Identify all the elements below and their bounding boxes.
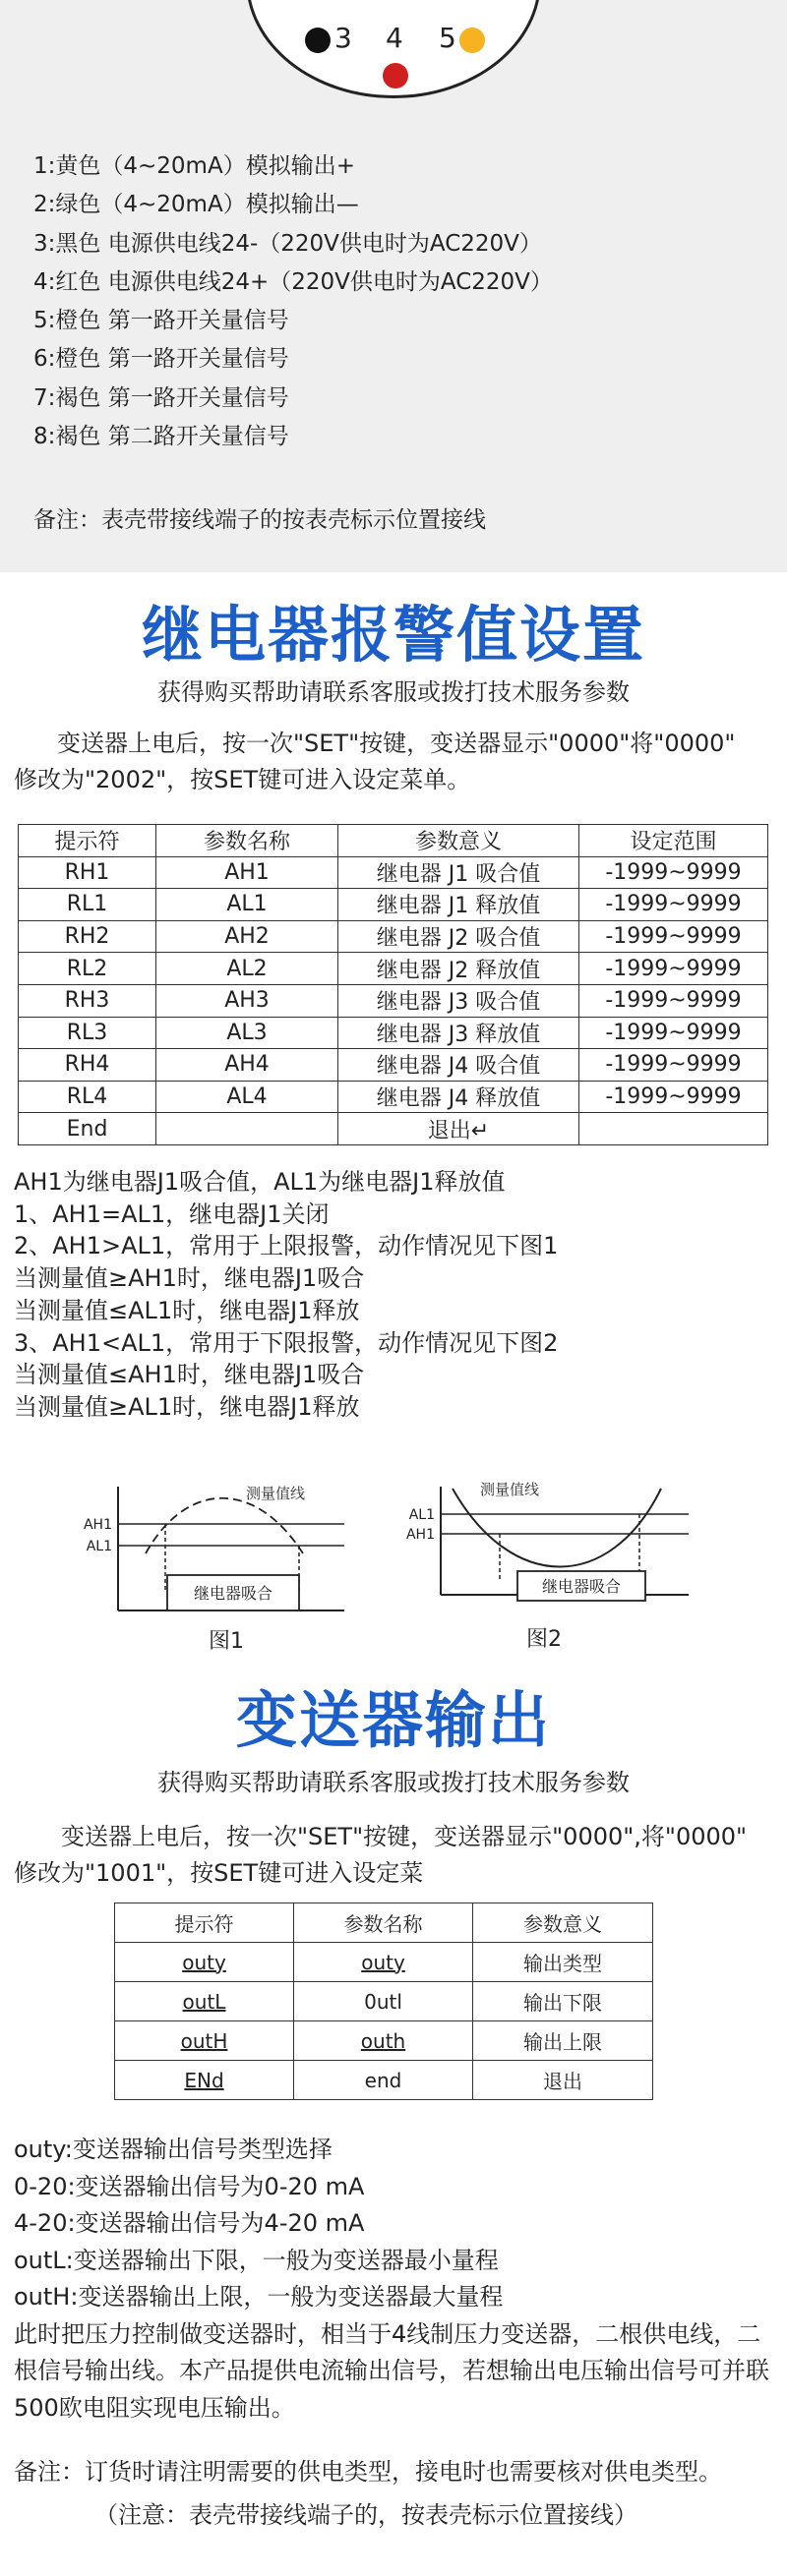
cell-meaning: 输出下限 <box>473 1982 653 2021</box>
cell-code: RL1 <box>19 889 156 921</box>
relay-intro <box>14 726 781 798</box>
output-note: outy:变送器输出信号类型选择 <box>14 2136 333 2163</box>
col-header-meaning: 参数意义 <box>338 825 579 857</box>
terminal-note: （注意：表壳带接线端子的，按表壳标示位置接线） <box>94 2501 637 2529</box>
output-note: outH:变送器输出上限，一般为变送器最大量程 <box>14 2283 504 2311</box>
fig2-relay-box-label: 继电器吸合 <box>541 1577 622 1596</box>
table-row <box>115 2061 653 2100</box>
cell-param: 0utl <box>294 1982 473 2021</box>
cell-meaning: 继电器 J4 释放值 <box>338 1081 579 1113</box>
figure-2-caption: 图2 <box>526 1627 562 1652</box>
wire-item: 3:黑色 电源供电线24-（220V供电时为AC220V） <box>33 230 542 257</box>
relay-note: 1、AH1=AL1，继电器J1关闭 <box>14 1200 330 1228</box>
relay-note: 当测量值≤AH1时，继电器J1吸合 <box>14 1361 365 1389</box>
cell-code: RL3 <box>19 1017 156 1049</box>
wire-color-list <box>33 147 553 456</box>
cell-param: AL1 <box>156 889 338 921</box>
cell-range: -1999~9999 <box>579 953 768 985</box>
table-row <box>19 1017 768 1049</box>
pin-4-red-dot <box>383 63 408 88</box>
table-header-row <box>19 825 768 857</box>
col-header-code: 提示符 <box>115 1903 294 1943</box>
relay-param-table <box>18 824 768 1145</box>
cell-meaning: 输出上限 <box>473 2021 653 2061</box>
wire-item: 5:橙色 第一路开关量信号 <box>33 308 289 334</box>
col-header-meaning: 参数意义 <box>473 1903 653 1943</box>
cell-range: -1999~9999 <box>579 920 768 953</box>
table-row <box>115 1943 653 1982</box>
cell-code: ENd <box>115 2061 294 2100</box>
cell-range: -1999~9999 <box>579 1081 768 1113</box>
figure-2-lower-limit-diagram <box>394 1475 708 1622</box>
cell-code: outy <box>115 1943 294 1982</box>
table-row <box>115 2021 653 2061</box>
table-row <box>115 1982 653 2021</box>
figure-1-upper-limit-diagram <box>59 1475 354 1622</box>
output-notes <box>14 2132 781 2427</box>
cell-code: outL <box>115 1982 294 2021</box>
cell-param: AH2 <box>156 920 338 953</box>
relay-note: 当测量值≤AL1时，继电器J1释放 <box>14 1296 360 1324</box>
relay-notes <box>14 1166 558 1424</box>
output-note: outL:变送器输出下限，一般为变送器最小量程 <box>14 2246 499 2274</box>
wiring-section <box>0 0 787 572</box>
cell-range: -1999~9999 <box>579 984 768 1017</box>
output-section-subtitle: 获得购买帮助请联系客服或拨打技术服务参数 <box>157 1769 630 1796</box>
cell-meaning: 继电器 J2 释放值 <box>338 953 579 985</box>
table-row <box>19 1081 768 1113</box>
fig2-curve-label: 测量值线 <box>480 1481 540 1498</box>
cell-param: end <box>294 2061 473 2100</box>
table-row <box>19 953 768 985</box>
cell-code: outH <box>115 2021 294 2061</box>
output-section-title: 变送器输出 <box>235 1684 551 1756</box>
col-header-param: 参数名称 <box>156 825 338 857</box>
cell-code: RL2 <box>19 953 156 985</box>
cell-param-empty <box>156 1113 338 1145</box>
output-intro-line1: 变送器上电后，按一次"SET"按键，变送器显示"0000",将"0000" <box>61 1823 748 1850</box>
table-row-end <box>19 1113 768 1145</box>
cell-code: RH1 <box>19 856 156 889</box>
output-note: 此时把压力控制做变送器时，相当于4线制压力变送器，二根供电线，二根信号输出线。本产品提供电流输出信号，若想输出电压输出信号可并联500欧电阻实现电压输出。 <box>14 2319 769 2422</box>
cell-param: AL2 <box>156 953 338 985</box>
relay-intro-line1: 变送器上电后，按一次"SET"按键，变送器显示"0000"将"0000" <box>57 730 736 757</box>
wire-item: 7:褐色 第一路开关量信号 <box>33 384 289 411</box>
cell-meaning: 退出↵ <box>338 1113 579 1145</box>
output-param-table <box>114 1903 653 2100</box>
wire-item: 8:褐色 第二路开关量信号 <box>33 424 289 450</box>
col-header-range: 设定范围 <box>579 825 768 857</box>
cell-meaning: 继电器 J1 释放值 <box>338 889 579 921</box>
relay-note: 当测量值≥AH1时，继电器J1吸合 <box>14 1264 365 1293</box>
fig1-ah-label: AH1 <box>83 1517 112 1533</box>
output-note: 4-20:变送器输出信号为4-20 mA <box>14 2209 365 2237</box>
output-intro-line2: 修改为"1001"，按SET键可进入设定菜 <box>14 1859 424 1887</box>
wire-item: 4:红色 电源供电线24+（220V供电时为AC220V） <box>33 268 553 295</box>
cell-code: RH3 <box>19 984 156 1017</box>
cell-range: -1999~9999 <box>579 1049 768 1082</box>
cell-param: AH3 <box>156 984 338 1017</box>
cell-meaning: 继电器 J1 吸合值 <box>338 856 579 889</box>
cell-param: outy <box>294 1943 473 1982</box>
table-row <box>19 920 768 953</box>
cell-meaning: 退出 <box>473 2061 653 2100</box>
relay-intro-line2: 修改为"2002"，按SET键可进入设定菜单。 <box>14 766 471 793</box>
relay-note: AH1为继电器J1吸合值，AL1为继电器J1释放值 <box>14 1168 506 1196</box>
order-note: 备注：订货时请注明需要的供电类型，接电时也需要核对供电类型。 <box>14 2458 722 2486</box>
fig2-al-label: AL1 <box>408 1507 435 1523</box>
cell-code: RH2 <box>19 920 156 953</box>
cell-meaning: 继电器 J3 吸合值 <box>338 984 579 1017</box>
cell-param: AH4 <box>156 1049 338 1082</box>
fig1-al-label: AL1 <box>86 1539 112 1554</box>
pin-5-label: 5 <box>439 22 456 54</box>
pin-3-black-dot <box>305 28 331 53</box>
relay-section-title: 继电器报警值设置 <box>141 599 645 671</box>
wire-item: 6:橙色 第一路开关量信号 <box>33 346 289 373</box>
cell-range: -1999~9999 <box>579 1017 768 1049</box>
fig1-relay-box-label: 继电器吸合 <box>193 1584 273 1603</box>
cell-meaning: 继电器 J4 吸合值 <box>338 1049 579 1082</box>
wire-item: 1:黄色（4~20mA）模拟输出+ <box>33 153 355 179</box>
cell-code: RH4 <box>19 1049 156 1082</box>
fig2-ah-label: AH1 <box>405 1527 435 1543</box>
output-note: 0-20:变送器输出信号为0-20 mA <box>14 2172 365 2200</box>
relay-section-subtitle: 获得购买帮助请联系客服或拨打技术服务参数 <box>157 678 630 706</box>
table-header-row <box>115 1903 653 1943</box>
table-row <box>19 984 768 1017</box>
cell-range: -1999~9999 <box>579 889 768 921</box>
col-header-code: 提示符 <box>19 825 156 857</box>
cell-meaning: 继电器 J3 释放值 <box>338 1017 579 1049</box>
cell-range: -1999~9999 <box>579 856 768 889</box>
table-row <box>19 1049 768 1082</box>
cell-param: AL4 <box>156 1081 338 1113</box>
pin-3-label: 3 <box>334 22 352 54</box>
wire-item: 2:绿色（4~20mA）模拟输出— <box>33 192 359 218</box>
cell-range-empty <box>579 1113 768 1145</box>
cell-param: outh <box>294 2021 473 2061</box>
pin-5-orange-dot <box>459 28 485 53</box>
relay-note: 3、AH1<AL1，常用于下限报警，动作情况见下图2 <box>14 1328 559 1357</box>
fig2-measure-curve <box>453 1489 661 1567</box>
cell-param: AH1 <box>156 856 338 889</box>
cell-code: End <box>19 1113 156 1145</box>
cell-meaning: 输出类型 <box>473 1943 653 1982</box>
cell-code: RL4 <box>19 1081 156 1113</box>
output-intro <box>14 1819 781 1892</box>
table-row <box>19 889 768 921</box>
figure-1-caption: 图1 <box>209 1629 244 1654</box>
relay-note: 2、AH1>AL1，常用于上限报警，动作情况见下图1 <box>14 1232 559 1260</box>
cell-param: AL3 <box>156 1017 338 1049</box>
fig1-curve-label: 测量值线 <box>246 1485 306 1502</box>
col-header-param: 参数名称 <box>294 1903 473 1943</box>
cell-meaning: 继电器 J2 吸合值 <box>338 920 579 953</box>
pin-4-label: 4 <box>386 22 403 54</box>
wiring-note: 备注：表壳带接线端子的按表壳标示位置接线 <box>33 507 486 533</box>
table-row <box>19 856 768 889</box>
relay-note: 当测量值≥AL1时，继电器J1释放 <box>14 1392 360 1421</box>
